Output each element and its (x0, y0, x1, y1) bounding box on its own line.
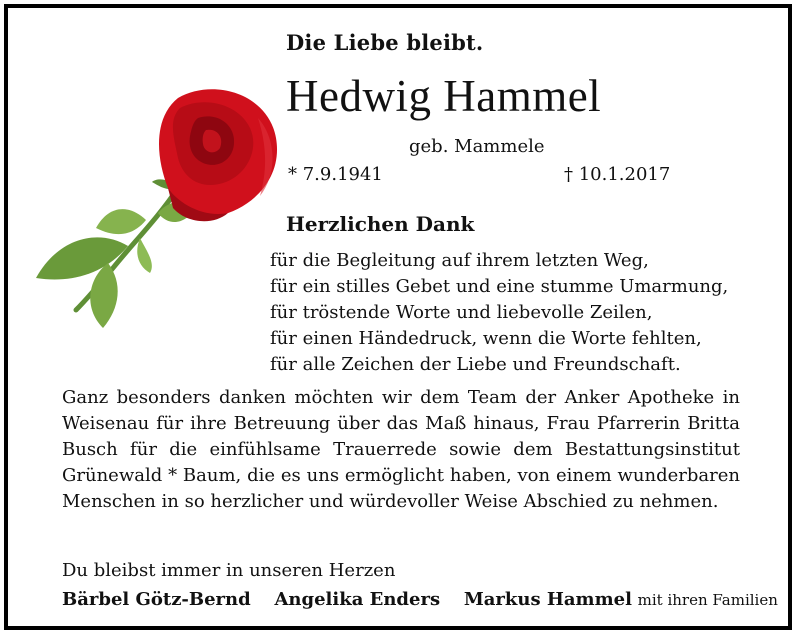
signatory: Bärbel Götz-Bernd (62, 589, 251, 610)
thanks-line: für einen Händedruck, wenn die Worte fehlten, (270, 328, 702, 349)
paragraph-line: Weisenau für ihre Betreuung über das Maß hinaus, Frau Pfarrerin Britta (62, 413, 740, 434)
thanks-line: für tröstende Worte und liebevolle Zeilen, (270, 302, 653, 323)
closing-line: Du bleibst immer in unseren Herzen (62, 560, 396, 581)
maiden-name: geb. Mammele (409, 136, 545, 157)
motto: Die Liebe bleibt. (286, 30, 484, 55)
thanks-line: für ein stilles Gebet und eine stumme Umarmung, (270, 276, 729, 297)
rose-leaf (96, 209, 146, 234)
signatures (62, 589, 778, 610)
rose-leaf (90, 263, 117, 328)
special-thanks-paragraph (62, 385, 740, 515)
rose-image (28, 78, 278, 328)
thanks-line: für alle Zeichen der Liebe und Freundschaft. (270, 354, 681, 375)
rose-leaf (137, 238, 152, 273)
rose-leaf (36, 237, 128, 279)
paragraph-line: Busch für die einfühlsame Trauerrede sowie dem Bestattungsinstitut (62, 439, 740, 460)
paragraph-line: Menschen in so herzlicher und würdevoller Weise Abschied zu nehmen. (62, 491, 719, 512)
signatory: Markus Hammel (463, 589, 632, 610)
death-date: † 10.1.2017 (564, 164, 671, 185)
obituary-card (4, 4, 792, 630)
birth-date: * 7.9.1941 (288, 164, 383, 185)
deceased-name: Hedwig Hammel (286, 71, 602, 121)
thanks-lines (270, 248, 728, 378)
signatories-suffix: mit ihren Familien (637, 591, 778, 609)
thanks-heading: Herzlichen Dank (286, 212, 475, 236)
thanks-line: für die Begleitung auf ihrem letzten Weg, (270, 250, 649, 271)
paragraph-line: Grünewald * Baum, die es uns ermöglicht haben, von einem wunderbaren (62, 465, 740, 486)
signatory: Angelika Enders (274, 589, 441, 610)
paragraph-line: Ganz besonders danken möchten wir dem Team der Anker Apotheke in (62, 387, 740, 408)
